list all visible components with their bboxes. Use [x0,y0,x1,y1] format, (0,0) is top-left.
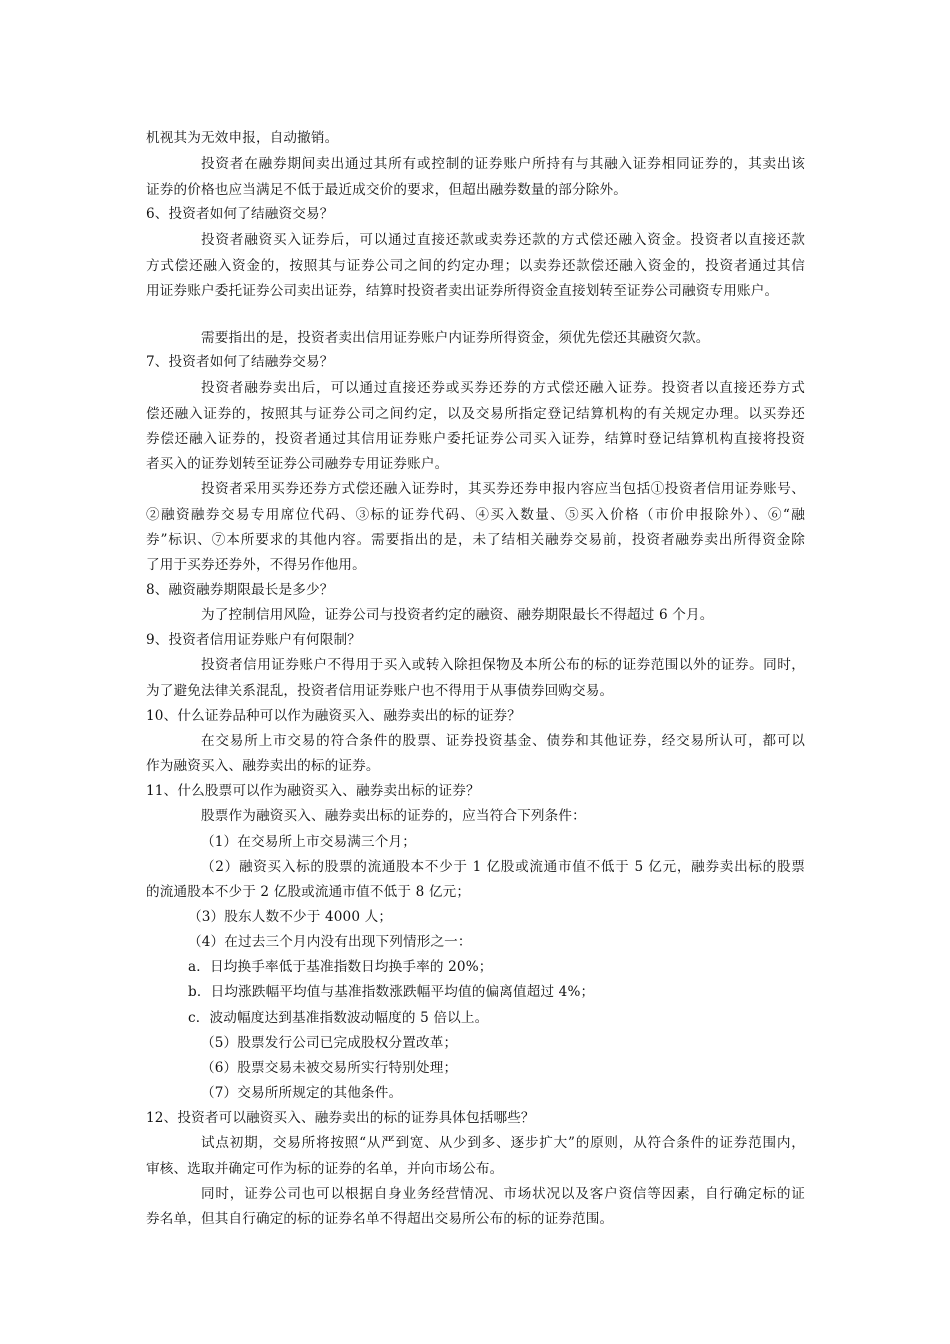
section-heading: 7、投资者如何了结融券交易？ [146,354,334,370]
paragraph-line: 为了控制信用风险，证券公司与投资者约定的融资、融券期限最长不得超过 6 个月。 [201,607,714,623]
sub-list-item: c．波动幅度达到基准指数波动幅度的 5 倍以上。 [188,1010,489,1026]
paragraph-line: 者买入的证券划转至证券公司融券专用证券账户。 [146,456,449,472]
list-item: （2）融资买入标的股票的流通股本不少于 1 亿股或流通市值不低于 5 亿元，融券卖出标的股票 [201,859,805,875]
paragraph-line: 作为融资买入、融券卖出的标的证券。 [146,758,380,774]
sub-list-item: b．日均涨跌幅平均值与基准指数涨跌幅平均值的偏离值超过 4%； [188,984,595,1000]
section-heading: 12、投资者可以融资买入、融券卖出的标的证券具体包括哪些？ [146,1110,535,1126]
list-item: （7）交易所所规定的其他条件。 [201,1085,403,1101]
section-heading: 9、投资者信用证券账户有何限制？ [146,632,361,648]
paragraph-line: 试点初期，交易所将按照“从严到宽、从少到多、逐步扩大”的原则，从符合条件的证券范围内， [201,1135,805,1151]
paragraph-line: ②融资融券交易专用席位代码、③标的证券代码、④买入数量、⑤买入价格（市价申报除外）、⑥“融 [146,507,805,523]
paragraph-line: 股票作为融资买入、融券卖出标的证券的，应当符合下列条件： [201,808,586,824]
paragraph-line: 需要指出的是，投资者卖出信用证券账户内证券所得资金，须优先偿还其融资欠款。 [201,330,710,346]
list-item: （5）股票发行公司已完成股权分置改革； [201,1035,458,1051]
paragraph-line: 投资者信用证券账户不得用于买入或转入除担保物及本所公布的标的证券范围以外的证券。同时， [201,657,805,673]
paragraph-line: 投资者融券卖出后，可以通过直接还券或买券还券的方式偿还融入证券。投资者以直接还券方式 [201,380,805,396]
section-heading: 11、什么股票可以作为融资买入、融券卖出标的证券？ [146,783,480,799]
section-heading: 8、融资融券期限最长是多少？ [146,582,334,598]
section-heading: 6、投资者如何了结融资交易？ [146,206,334,222]
paragraph-line: 证券的价格也应当满足不低于最近成交价的要求，但超出融券数量的部分除外。 [146,182,628,198]
sub-list-item: a．日均换手率低于基准指数日均换手率的 20%； [188,959,493,975]
paragraph-line: 券”标识、⑦本所要求的其他内容。需要指出的是，未了结相关融券交易前，投资者融券卖出所得资金除 [146,532,805,548]
paragraph-line: 投资者采用买券还券方式偿还融入证券时，其买券还券申报内容应当包括①投资者信用证券账号、 [201,481,805,497]
paragraph-line: 投资者融资买入证券后，可以通过直接还款或卖券还款的方式偿还融入资金。投资者以直接还款 [201,232,805,248]
list-item: （4）在过去三个月内没有出现下列情形之一： [188,934,472,950]
list-item: （6）股票交易未被交易所实行特别处理； [201,1060,458,1076]
section-heading: 10、什么证券品种可以作为融资买入、融券卖出的标的证券？ [146,708,521,724]
list-item: 的流通股本不少于 2 亿股或流通市值不低于 8 亿元； [146,884,471,900]
list-item: （3）股东人数不少于 4000 人； [188,909,393,925]
paragraph-line: 券名单，但其自行确定的标的证券名单不得超出交易所公布的标的证券范围。 [146,1211,614,1227]
paragraph-line: 同时，证券公司也可以根据自身业务经营情况、市场状况以及客户资信等因素，自行确定标的证 [201,1186,805,1202]
paragraph-line: 审核、选取并确定可作为标的证券的名单，并向市场公布。 [146,1161,504,1177]
paragraph-line: 方式偿还融入资金的，按照其与证券公司之间的约定办理；以卖券还款偿还融入资金的，投资者通过其信 [146,258,805,274]
paragraph-line: 机视其为无效申报，自动撤销。 [146,130,339,146]
list-item: （1）在交易所上市交易满三个月； [201,834,416,850]
paragraph-line: 投资者在融券期间卖出通过其所有或控制的证券账户所持有与其融入证券相同证券的，其卖出该 [201,156,805,172]
paragraph-line: 在交易所上市交易的符合条件的股票、证券投资基金、债券和其他证券，经交易所认可，都可以 [201,733,805,749]
paragraph-line: 了用于买券还券外，不得另作他用。 [146,557,366,573]
paragraph-line: 为了避免法律关系混乱，投资者信用证券账户也不得用于从事债券回购交易。 [146,683,614,699]
paragraph-line: 偿还融入证券的，按照其与证券公司之间约定，以及交易所指定登记结算机构的有关规定办理。以买券还 [146,406,805,422]
paragraph-line: 用证券账户委托证券公司卖出证券，结算时投资者卖出证券所得资金直接划转至证券公司融资专用账户。 [146,283,779,299]
paragraph-line: 券偿还融入证券的，投资者通过其信用证券账户委托证券公司买入证券，结算时登记结算机构直接将投资 [146,431,805,447]
